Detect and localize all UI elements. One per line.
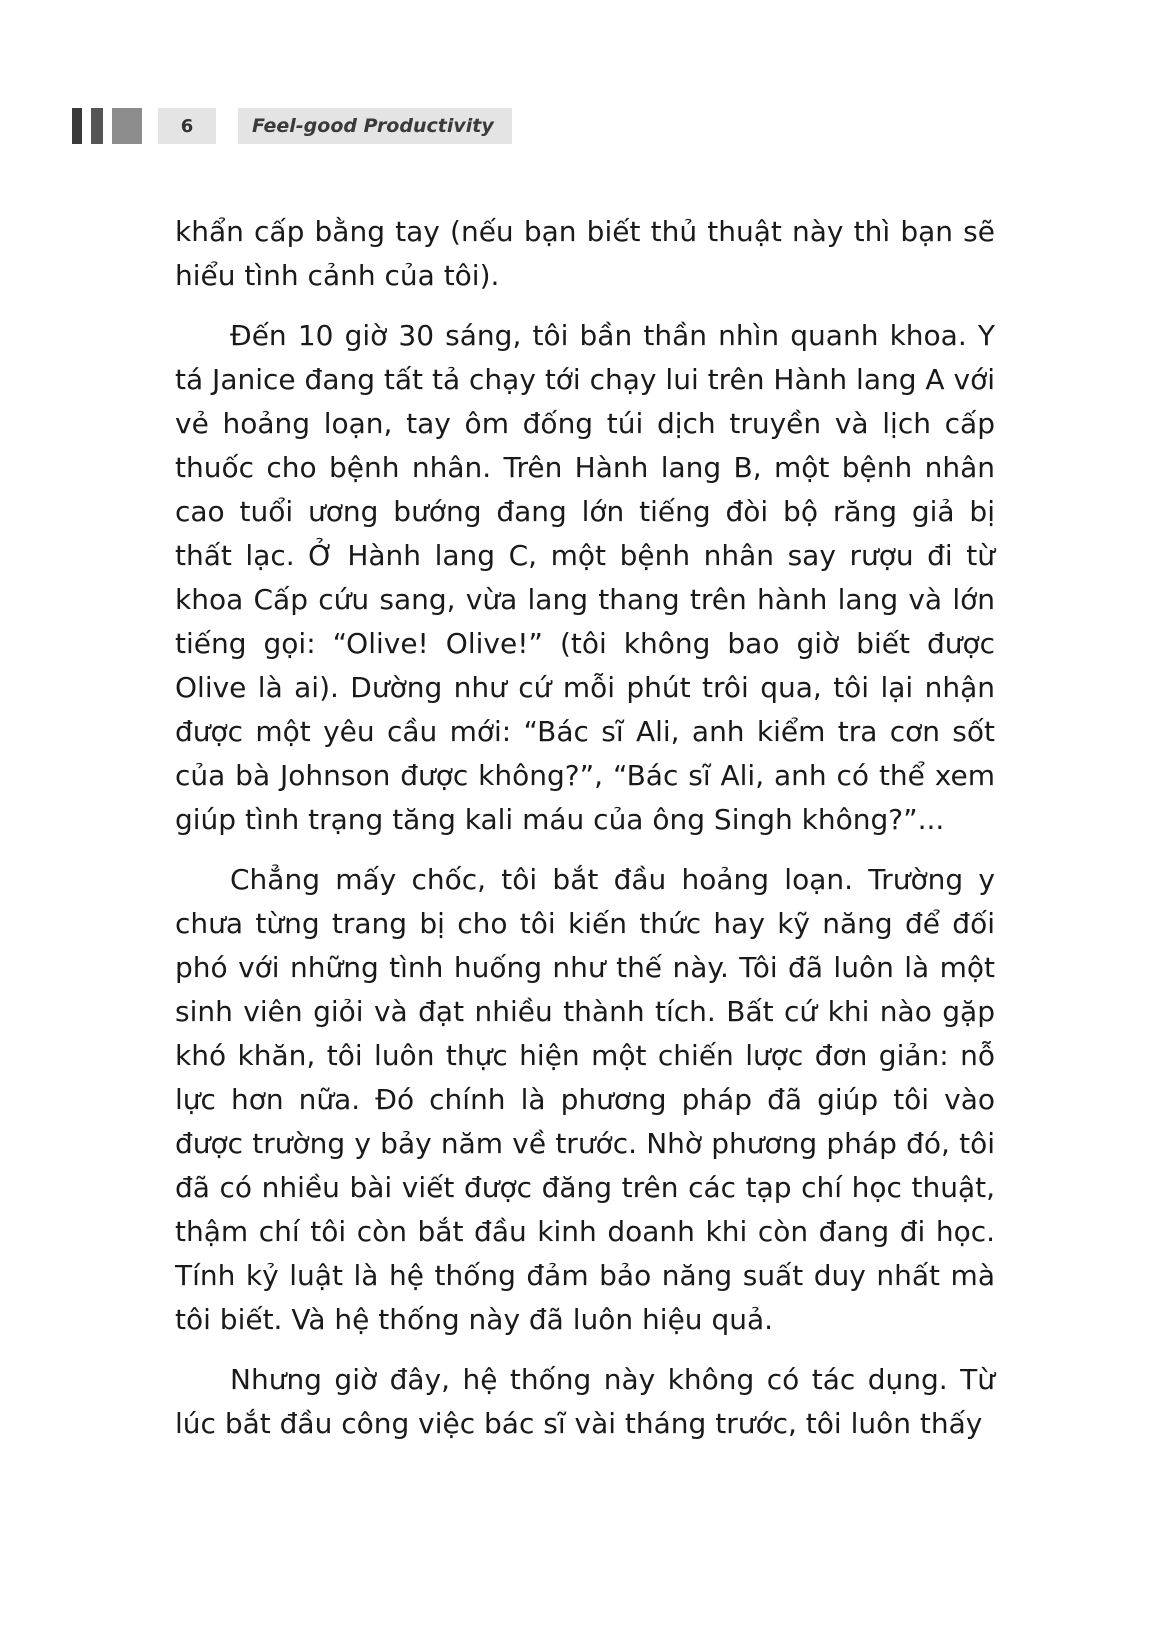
page-number: 6 bbox=[158, 108, 216, 144]
header-decor-bar bbox=[91, 108, 103, 144]
body-text bbox=[175, 210, 995, 1462]
header-decor-bar bbox=[112, 108, 142, 144]
paragraph: Nhưng giờ đây, hệ thống này không có tác dụng. Từ lúc bắt đầu công việc bác sĩ vài tháng trước, tôi luôn thấy bbox=[175, 1363, 995, 1440]
paragraph: Chẳng mấy chốc, tôi bắt đầu hoảng loạn. Trường y chưa từng trang bị cho tôi kiến thức hay kỹ năng để đối phó với những tình huống như thế này. Tôi đã luôn là một sinh viên giỏi và đạt nhiều thành tích. Bất cứ khi nào gặp khó khăn, tôi luôn thực hiện một chiến lược đơn giản: nỗ lực hơn nữa. Đó chính là phương pháp đã giúp tôi vào được trường y bảy năm về trước. Nhờ phương pháp đó, tôi đã có nhiều bài viết được đăng trên các tạp chí học thuật, thậm chí tôi còn bắt đầu kinh doanh khi còn đang đi học. Tính kỷ luật là hệ thống đảm bảo năng suất duy nhất mà tôi biết. Và hệ thống này đã luôn hiệu quả. bbox=[175, 863, 995, 1336]
paragraph: khẩn cấp bằng tay (nếu bạn biết thủ thuật này thì bạn sẽ hiểu tình cảnh của tôi). bbox=[175, 215, 995, 292]
header-decor-bar bbox=[72, 108, 82, 144]
page-header bbox=[72, 108, 512, 144]
running-title: Feel-good Productivity bbox=[238, 108, 512, 144]
paragraph: Đến 10 giờ 30 sáng, tôi bần thần nhìn quanh khoa. Y tá Janice đang tất tả chạy tới chạy lui trên Hành lang A với vẻ hoảng loạn, tay ôm đống túi dịch truyền và lịch cấp thuốc cho bệnh nhân. Trên Hành lang B, một bệnh nhân cao tuổi ương bướng đang lớn tiếng đòi bộ răng giả bị thất lạc. Ở Hành lang C, một bệnh nhân say rượu đi từ khoa Cấp cứu sang, vừa lang thang trên hành lang và lớn tiếng gọi: “Olive! Olive!” (tôi không bao giờ biết được Olive là ai). Dường như cứ mỗi phút trôi qua, tôi lại nhận được một yêu cầu mới: “Bác sĩ Ali, anh kiểm tra cơn sốt của bà Johnson được không?”, “Bác sĩ Ali, anh có thể xem giúp tình trạng tăng kali máu của ông Singh không?”... bbox=[175, 319, 995, 836]
